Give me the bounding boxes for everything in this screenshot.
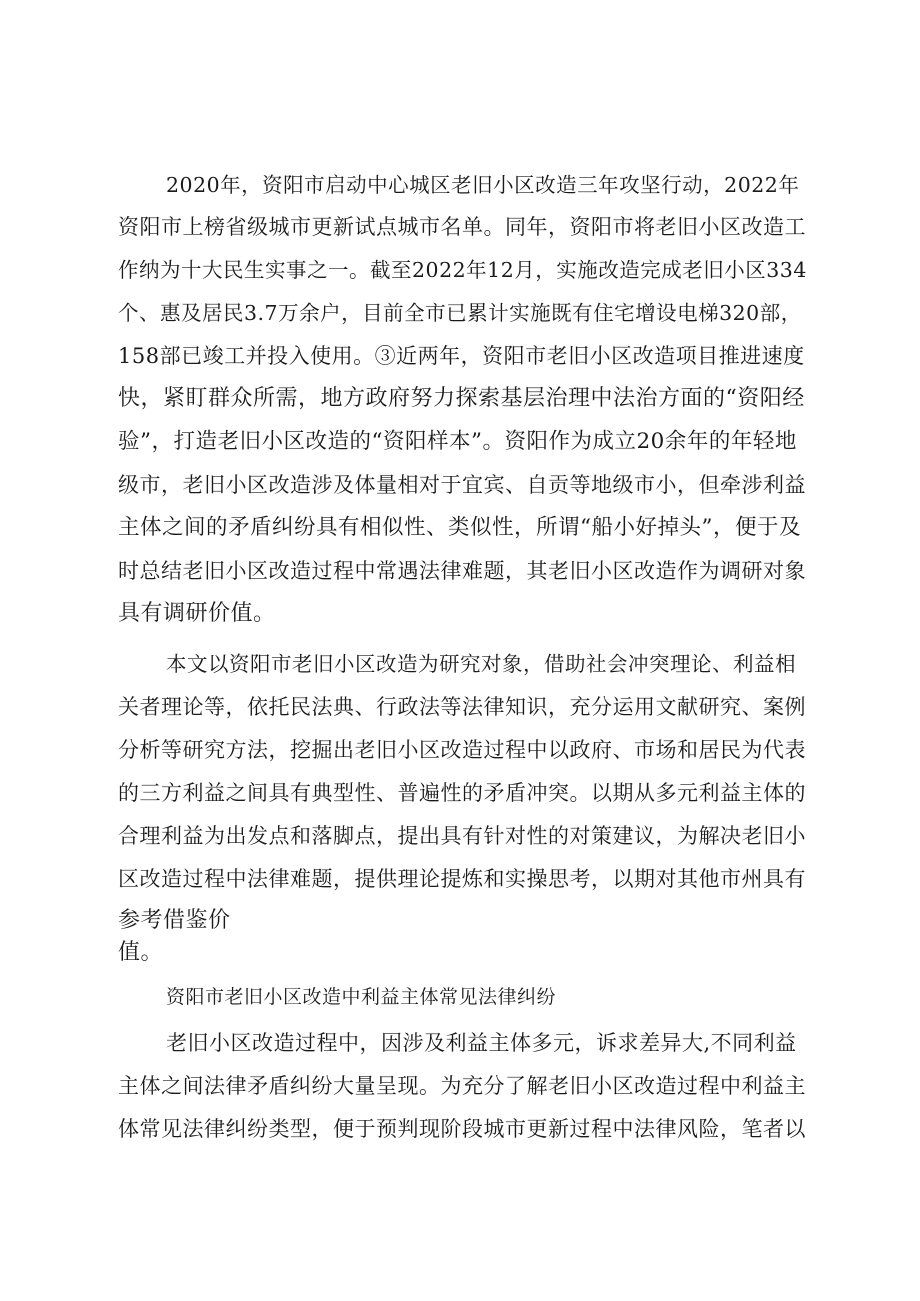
paragraph-1-line-4: 个、惠及居民3.7万余户，目前全市已累计实施既有住宅增设电梯320部，: [118, 301, 802, 325]
paragraph-1-line-3: 作纳为十大民生实事之一。截至2022年12月，实施改造完成老旧小区334: [118, 258, 807, 282]
paragraph-2-line-6: 区改造过程中法律难题，提供理论提炼和实操思考，以期对其他市州具有: [118, 867, 806, 891]
paragraph-3-line-2: 主体之间法律矛盾纠纷大量呈现。为充分了解老旧小区改造过程中利益主: [118, 1074, 806, 1098]
paragraph-1-line-8: 级市，老旧小区改造涉及体量相对于宜宾、自贡等地级市小，但牵涉利益: [118, 473, 806, 497]
paragraph-1-line-2: 资阳市上榜省级城市更新试点城市名单。同年，资阳市将老旧小区改造工: [118, 215, 806, 239]
paragraph-1-line-6: 快，紧盯群众所需，地方政府努力探索基层治理中法治方面的“资阳经: [118, 386, 805, 411]
paragraph-1-line-5: 158部已竣工并投入使用。③近两年，资阳市老旧小区改造项目推进速度: [118, 344, 805, 368]
section-heading: 资阳市老旧小区改造中利益主体常见法律纠纷: [166, 986, 557, 1008]
paragraph-2-line-7: 参考借鉴价: [118, 908, 231, 933]
paragraph-1-line-7: 验”，打造老旧小区改造的“资阳样本”。资阳作为成立20余年的年轻地: [118, 429, 797, 454]
paragraph-2-line-3: 分析等研究方法，挖掘出老旧小区改造过程中以政府、市场和居民为代表: [118, 738, 806, 762]
paragraph-2-line-2: 关者理论等，依托民法典、行政法等法律知识，充分运用文献研究、案例: [118, 695, 806, 719]
paragraph-2-line-8: 值。: [118, 940, 164, 965]
paragraph-3-line-3: 体常见法律纠纷类型，便于预判现阶段城市更新过程中法律风险，笔者以: [118, 1117, 806, 1141]
paragraph-3-line-1: 老旧小区改造过程中，因涉及利益主体多元，诉求差异大,不同利益: [166, 1031, 797, 1055]
paragraph-1-line-9: 主体之间的矛盾纠纷具有相似性、类似性，所谓“船小好掉头”，便于及: [118, 515, 801, 540]
paragraph-1-line-1: 2020年，资阳市启动中心城区老旧小区改造三年攻坚行动，2022年: [166, 173, 800, 197]
paragraph-2-line-1: 本文以资阳市老旧小区改造为研究对象，借助社会冲突理论、利益相: [166, 652, 796, 676]
paragraph-2-line-5: 合理利益为出发点和落脚点，提出具有针对性的对策建议，为解决老旧小: [118, 824, 806, 848]
paragraph-1-line-10: 时总结老旧小区改造过程中常遇法律难题，其老旧小区改造作为调研对象: [118, 559, 806, 583]
paragraph-1-line-11: 具有调研价值。: [118, 601, 276, 626]
paragraph-2-line-4: 的三方利益之间具有典型性、普遍性的矛盾冲突。以期从多元利益主体的: [118, 781, 806, 805]
